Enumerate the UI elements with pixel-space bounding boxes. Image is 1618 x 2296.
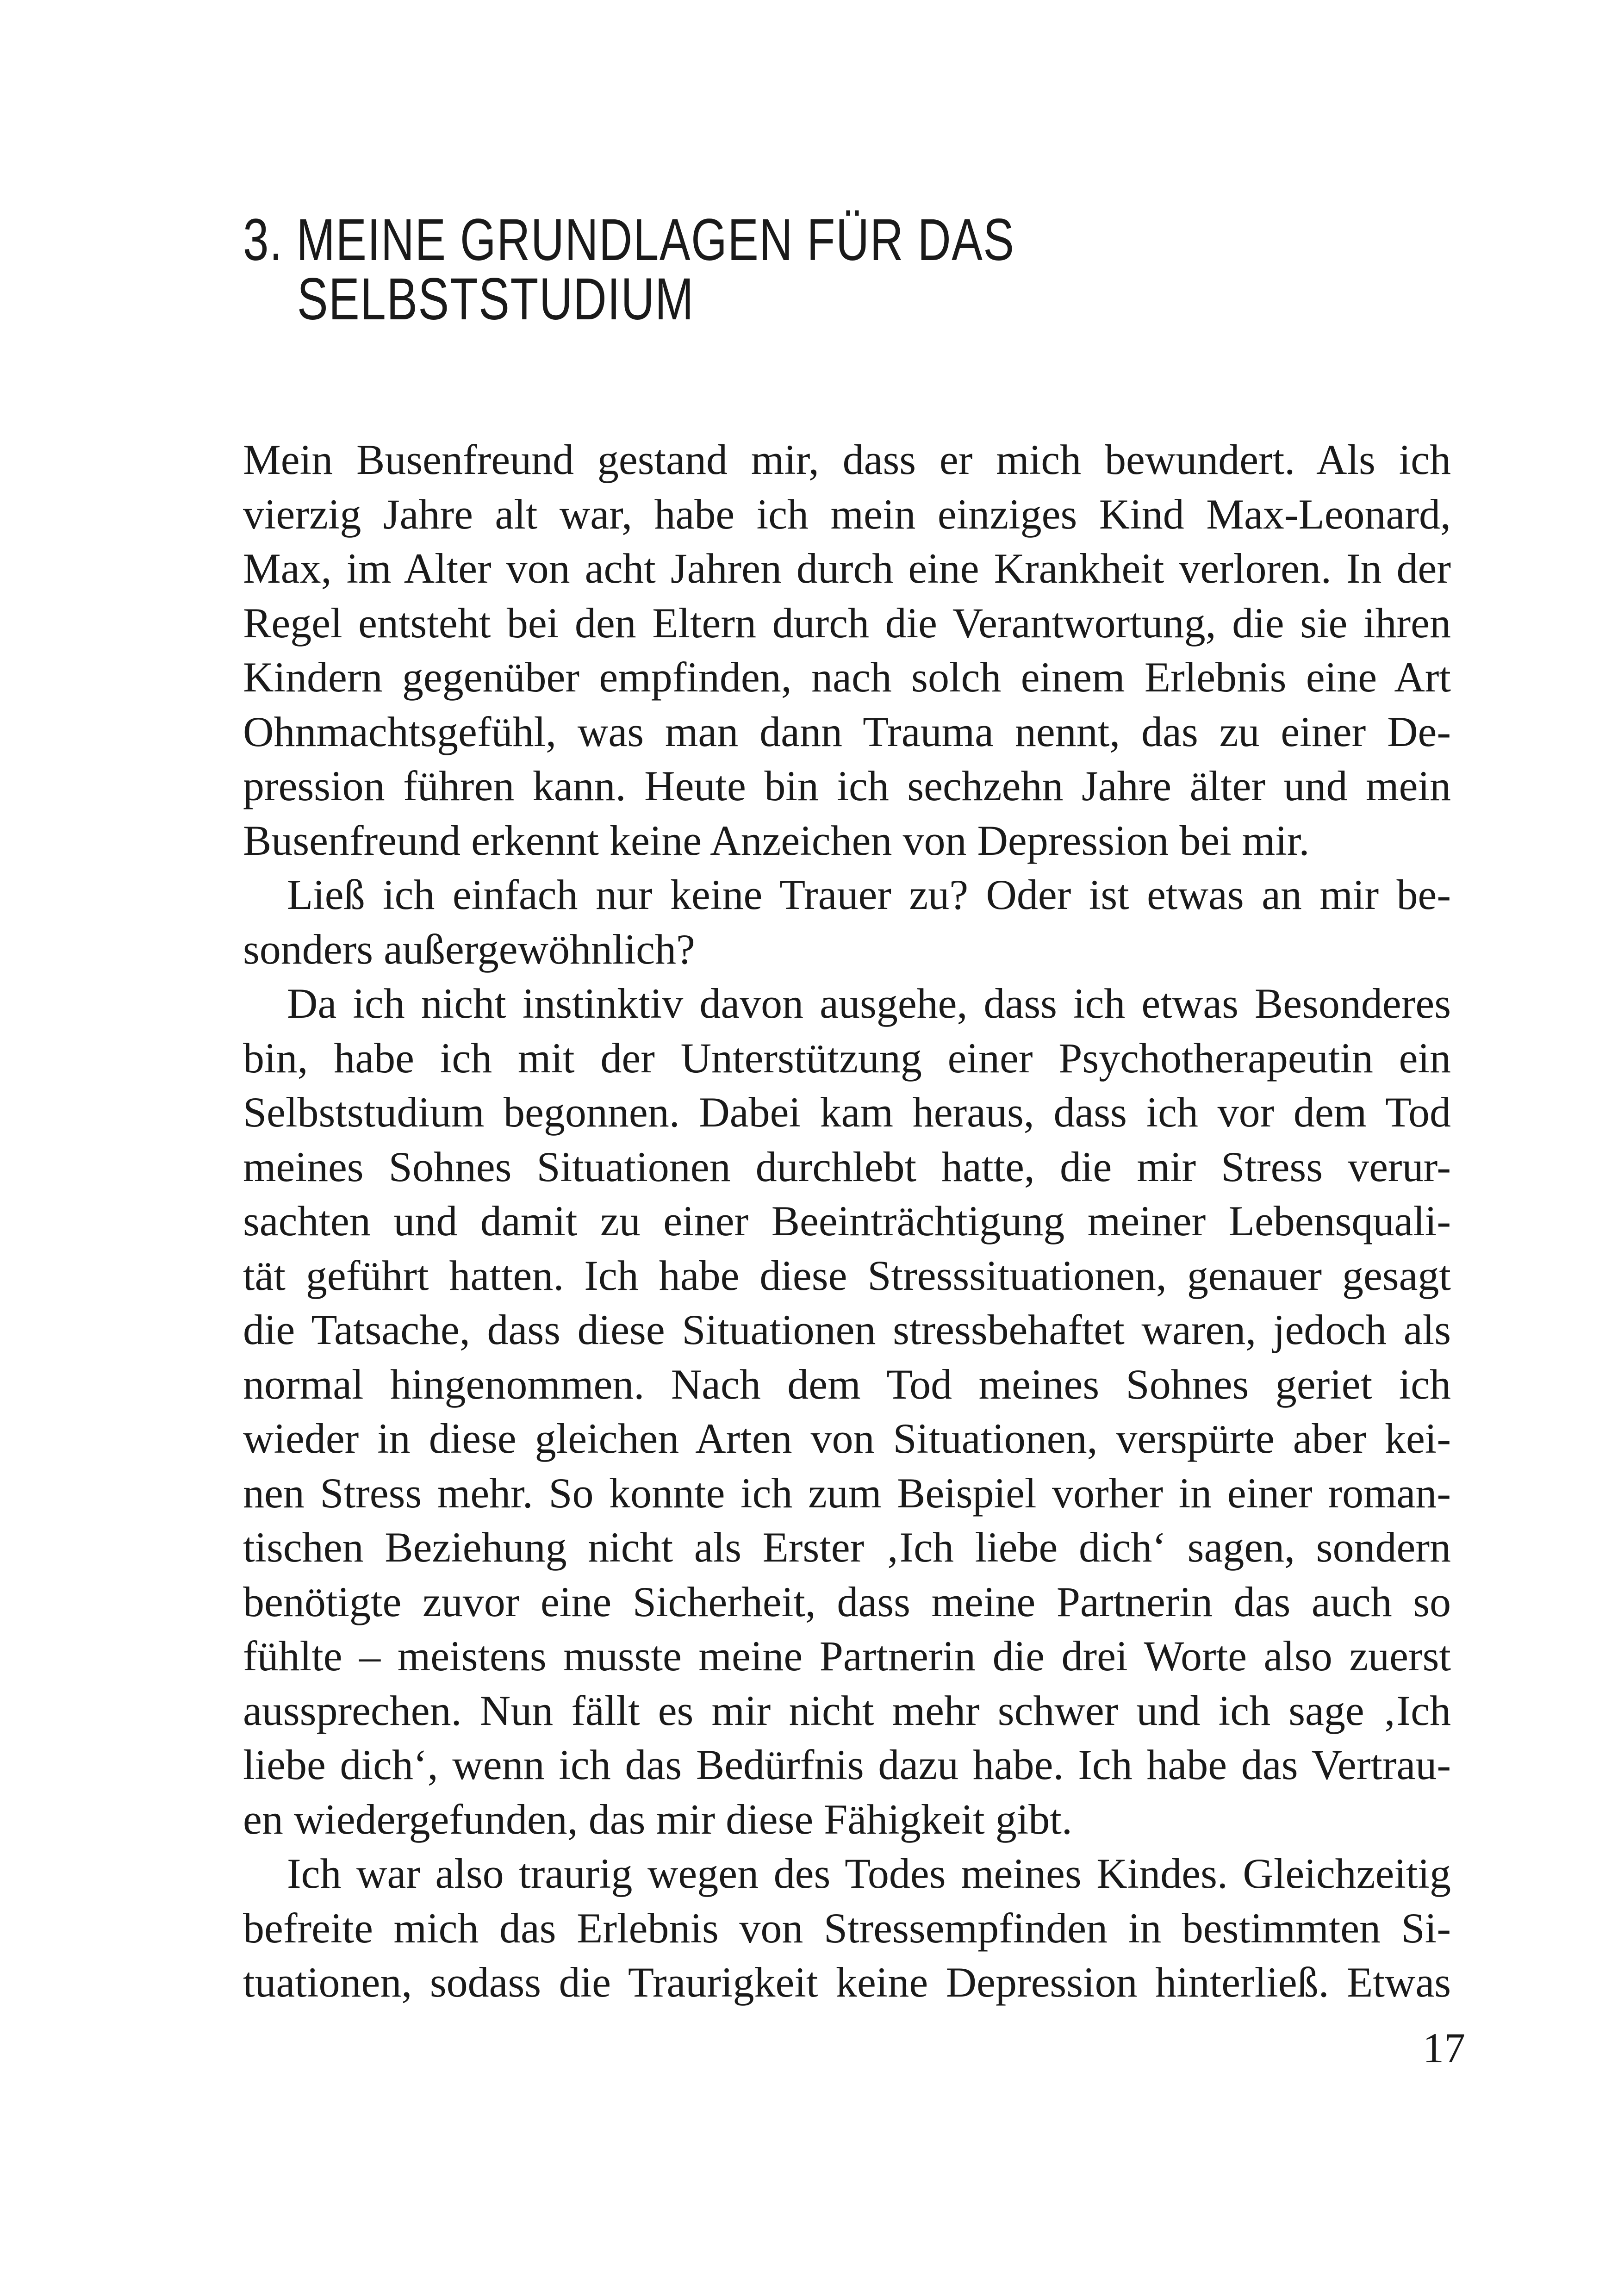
chapter-heading (243, 207, 1015, 332)
body-text (243, 433, 1451, 2010)
page-number: 17 (1423, 2024, 1465, 2072)
text-line: Kindern gegenüber empfinden, nach solch einem Erlebnis eine Art (243, 653, 1451, 701)
chapter-heading-line-2: SELBSTSTUDIUM (297, 266, 694, 332)
text-line: Da ich nicht instinktiv davon ausgehe, dass ich etwas Besonderes (287, 980, 1451, 1027)
text-line: tuationen, sodass die Traurigkeit keine Depression hinterließ. Etwas (243, 1959, 1451, 2006)
paragraph (243, 1847, 1451, 2010)
text-line: aussprechen. Nun fällt es mir nicht mehr schwer und ich sage ‚Ich (243, 1686, 1451, 1734)
text-line: normal hingenommen. Nach dem Tod meines Sohnes geriet ich (243, 1360, 1451, 1408)
text-line: vierzig Jahre alt war, habe ich mein einziges Kind Max-Leonard, (243, 490, 1451, 538)
text-line: liebe dich‘, wenn ich das Bedürfnis dazu habe. Ich habe das Vertrau- (243, 1741, 1451, 1788)
paragraph (243, 868, 1451, 977)
paragraph (243, 433, 1451, 868)
text-line: Regel entsteht bei den Eltern durch die Verantwortung, die sie ihren (243, 599, 1451, 647)
text-line: Ließ ich einfach nur keine Trauer zu? Oder ist etwas an mir be- (287, 871, 1451, 918)
text-line: Ich war also traurig wegen des Todes meines Kindes. Gleichzeitig (287, 1850, 1451, 1897)
text-line: nen Stress mehr. So konnte ich zum Beispiel vorher in einer roman- (243, 1469, 1451, 1517)
text-line: en wiedergefunden, das mir diese Fähigkeit gibt. (243, 1795, 1072, 1843)
text-line: Busenfreund erkennt keine Anzeichen von Depression bei mir. (243, 816, 1310, 864)
text-line: Max, im Alter von acht Jahren durch eine Krankheit verloren. In der (243, 545, 1451, 592)
text-line: tät geführt hatten. Ich habe diese Stresssituationen, genauer gesagt (243, 1251, 1451, 1299)
text-line: die Tatsache, dass diese Situationen stressbehaftet waren, jedoch als (243, 1306, 1451, 1353)
text-line: Selbststudium begonnen. Dabei kam heraus, dass ich vor dem Tod (243, 1089, 1451, 1136)
text-line: befreite mich das Erlebnis von Stressempfinden in bestimmten Si- (243, 1904, 1451, 1952)
text-line: bin, habe ich mit der Unterstützung einer Psychotherapeutin ein (243, 1034, 1451, 1082)
text-line: Ohnmachtsgefühl, was man dann Trauma nennt, das zu einer De- (243, 708, 1451, 755)
text-line: pression führen kann. Heute bin ich sechzehn Jahre älter und mein (243, 762, 1451, 809)
text-line: fühlte – meistens musste meine Partnerin die drei Worte also zuerst (243, 1632, 1451, 1680)
text-line: wieder in diese gleichen Arten von Situationen, verspürte aber kei- (243, 1415, 1451, 1462)
chapter-heading-line-1: 3. MEINE GRUNDLAGEN FÜR DAS (243, 207, 1015, 273)
text-line: sonders außergewöhnlich? (243, 925, 695, 973)
paragraph (243, 977, 1451, 1847)
text-line: meines Sohnes Situationen durchlebt hatte, die mir Stress verur- (243, 1143, 1451, 1190)
text-line: Mein Busenfreund gestand mir, dass er mich bewundert. Als ich (243, 436, 1451, 483)
text-line: sachten und damit zu einer Beeinträchtigung meiner Lebensquali- (243, 1197, 1451, 1244)
text-line: tischen Beziehung nicht als Erster ‚Ich liebe dich‘ sagen, sondern (243, 1524, 1451, 1571)
text-line: benötigte zuvor eine Sicherheit, dass meine Partnerin das auch so (243, 1578, 1451, 1625)
